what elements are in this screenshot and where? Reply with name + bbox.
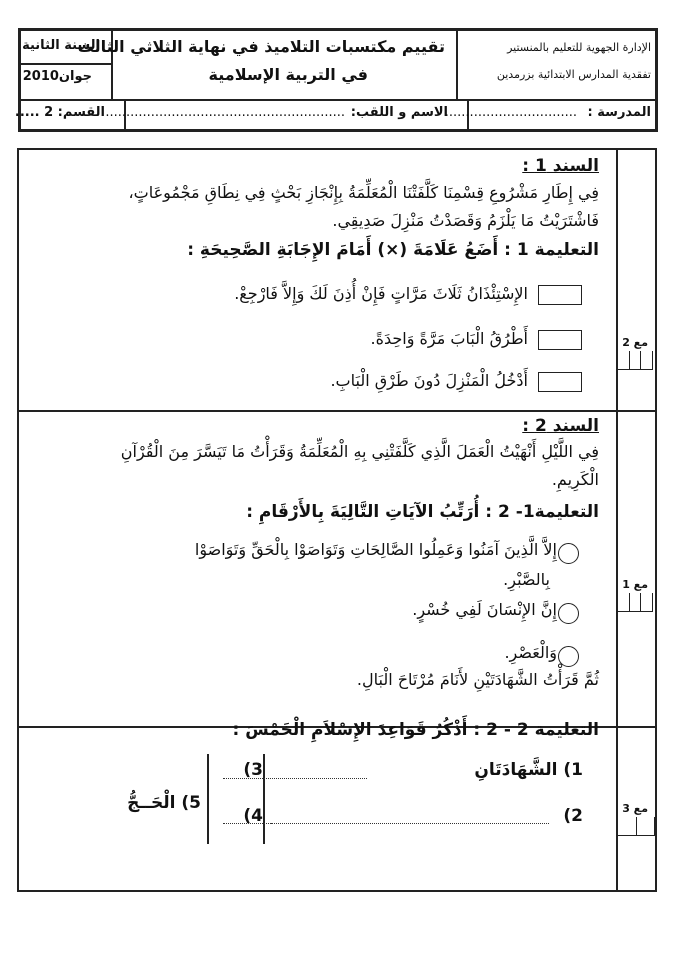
verse-2-text: إِنَّ الإِنْسَانَ لَفِي خُسْرٍ. — [412, 600, 557, 619]
option-2-text: أَطْرُقُ الْبَابَ مَرَّةً وَاحِدَةً. — [370, 329, 528, 348]
exam-body — [17, 148, 657, 892]
sanad-1-title: السند 1 : — [522, 156, 599, 176]
criterion-3-label: مع 3 — [622, 802, 648, 815]
option-1-checkbox[interactable] — [538, 285, 582, 305]
pillar-1: 1) الشَّهَادَتَانِ — [474, 760, 583, 780]
instruction-2-1: التعليمة1- 2 : أُرَتِّبُ الآيَاتِ التَّالِيَةَ بِالأَرْقَامِ : — [246, 502, 599, 522]
option-3-checkbox[interactable] — [538, 372, 582, 392]
pillar-3-number: 3) — [243, 760, 263, 780]
grade-label: السنة الثانية — [22, 38, 100, 53]
verse-3-text: وَالْعَصْرِ. — [504, 643, 557, 662]
school-label: المدرسة : — [587, 105, 651, 120]
sanad-1-text-line2: فَاشْتَرَيْتُ مَا يَلْزَمُ وَقَصَدْتُ مَنْزِلَ صَدِيقِي. — [332, 211, 599, 230]
pillar-5: 5) الْحَــجُّ — [127, 793, 201, 813]
admin-inspectorate: تفقدية المدارس الابتدائية بزرمدين — [496, 68, 651, 81]
criterion-1-score-boxes[interactable] — [617, 351, 653, 370]
pillar-4-number: 4) — [243, 806, 263, 826]
criterion-1-label: مع 2 — [622, 336, 648, 349]
pillar-2-number: 2) — [563, 806, 583, 826]
criterion-2-label: مع 1 — [622, 578, 648, 591]
sanad-1-text-line1: فِي إِطَارِ مَشْرُوعِ قِسْمِنَا كَلَّفَتْنَا الْمُعَلِّمَةُ بِإِنْجَازِ بَحْثٍ فِي نِطَاقِ مَجْمُوعَاتٍ، — [128, 183, 599, 202]
pillar-4-answer-line[interactable] — [223, 823, 367, 824]
verse-1-text: إِلاَّ الَّذِينَ آمَنُوا وَعَمِلُوا الصَّالِحَاتِ وَتَوَاصَوْا بِالْحَقِّ وَتَوَاصَوْا — [194, 540, 557, 559]
criterion-3-score-boxes[interactable] — [617, 817, 655, 836]
subject-title: في التربية الإسلامية — [208, 65, 368, 84]
instruction-2-2: التعليمة 2 - 2 : أَذْكُرُ قَوَاعِدَ الإِسْلاَمِ الْخَمْسَ : — [232, 720, 599, 740]
sanad-2-text-line1: فِي اللَّيْلِ أَنْهَيْتُ الْعَمَلَ الَّذِي كَلَّفَتْنِي بِهِ الْمُعَلِّمَةُ وَقَرَأْتُ مَا تَيَسَّرَ مِنَ الْقُرْآنِ — [120, 442, 599, 461]
verse-1-continuation: بِالصَّبْرِ. — [503, 570, 550, 589]
exam-title: تقييم مكتسبات التلاميذ في نهاية الثلاثي الثالث — [77, 37, 445, 56]
verse-3-order-circle[interactable] — [558, 646, 579, 667]
school-field[interactable]: ................................ — [444, 105, 577, 120]
exam-date: جوان2010 — [22, 69, 92, 84]
verse-1-order-circle[interactable] — [558, 543, 579, 564]
verse-2-order-circle[interactable] — [558, 603, 579, 624]
name-label: الاسم و اللقب: — [350, 105, 448, 120]
option-1-text: الإِسْتِئْذَانُ ثَلَاثَ مَرَّاتٍ فَإِنْ أُذِنَ لَكَ وَإِلاَّ فَارْجِعْ. — [234, 284, 528, 303]
option-2-checkbox[interactable] — [538, 330, 582, 350]
closing-text: ثُمَّ قَرَأْتُ الشَّهَادَتَيْنِ لأَنَامَ مُرْتَاحَ الْبَالِ. — [356, 670, 599, 689]
name-field[interactable]: .......................................................... — [105, 105, 345, 120]
instruction-1: التعليمة 1 : أَضَعُ عَلَامَةَ (×) أَمَامَ الإِجَابَةِ الصَّحِيحَةِ : — [187, 240, 599, 260]
admin-directorate: الإدارة الجهوية للتعليم بالمنستير — [507, 41, 651, 54]
pillar-3-answer-line[interactable] — [223, 778, 367, 779]
class-label: القسم: 2 ..... — [14, 105, 105, 120]
option-3-text: أَدْخُلُ الْمَنْزِلَ دُونَ طَرْقِ الْبَابِ. — [330, 371, 528, 390]
sanad-2-title: السند 2 : — [522, 416, 599, 436]
sanad-2-text-line2: الْكَرِيمِ. — [551, 470, 599, 489]
criterion-2-score-boxes[interactable] — [617, 593, 653, 612]
exam-header — [14, 28, 658, 132]
